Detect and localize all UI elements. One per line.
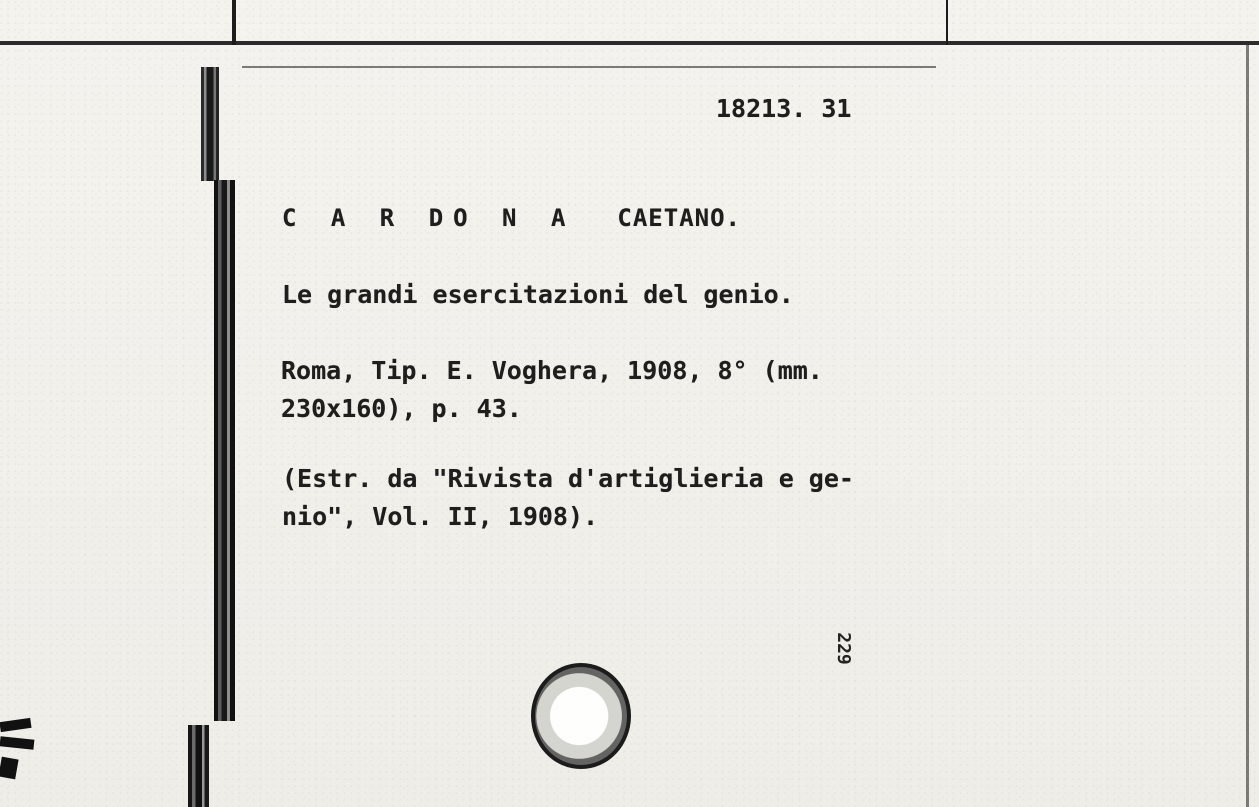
left-edge-mark-stroke xyxy=(0,757,19,780)
imprint-line-2: 230x160), p. 43. xyxy=(281,394,522,423)
binder-clip-top xyxy=(201,67,219,181)
left-edge-mark xyxy=(0,720,34,782)
author-line xyxy=(282,204,741,232)
binder-clip-bottom xyxy=(188,725,209,807)
extract-note-line-2: nio", Vol. II, 1908). xyxy=(282,502,599,531)
imprint xyxy=(281,352,823,428)
left-edge-mark-stroke xyxy=(0,736,34,749)
punch-hole xyxy=(531,663,631,769)
upper-right-divider xyxy=(946,0,948,45)
catalog-number: 18213. 31 xyxy=(716,94,852,123)
rotated-stamp-number: 229 xyxy=(832,632,854,665)
extract-note xyxy=(282,460,854,536)
book-title: Le grandi esercitazioni del genio. xyxy=(282,280,794,309)
upper-left-divider xyxy=(232,0,236,45)
left-edge-mark-stroke xyxy=(0,718,32,732)
card-top-edge xyxy=(242,66,936,68)
top-border-line xyxy=(0,41,1259,45)
imprint-line-1: Roma, Tip. E. Voghera, 1908, 8° (mm. xyxy=(281,356,823,385)
author-surname: C A R DO N A xyxy=(282,204,576,232)
author-given-name: CAETANO. xyxy=(617,204,741,232)
extract-note-line-1: (Estr. da "Rivista d'artiglieria e ge- xyxy=(282,464,854,493)
right-card-edge xyxy=(1246,45,1249,807)
binder-rod xyxy=(214,180,235,721)
